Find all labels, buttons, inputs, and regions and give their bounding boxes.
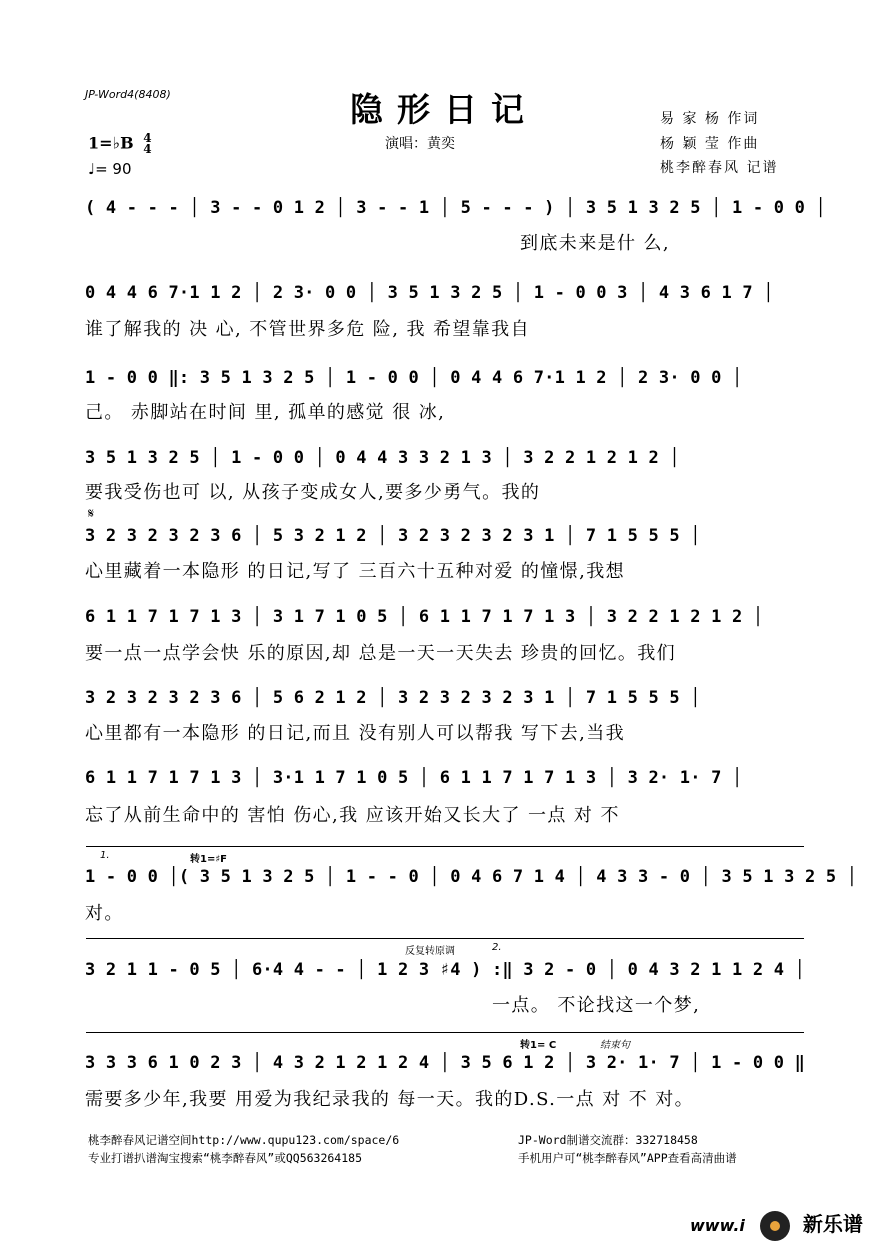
volta-2: 2. [492,942,502,953]
score-line-1-notes: ( 4 - - - │ 3 - - 0 1 2 │ 3 - - 1 │ 5 - - - ) │ 3 5 1 3 2 5 │ 1 - 0 0 │ [85,198,826,218]
tempo-marking: ♩= 90 [88,160,132,178]
song-title: 隐形日记 [350,90,538,129]
score-line-9-lyrics: 对。 [85,903,124,924]
key-signature [88,133,152,155]
modulation-9: 转1=♯F [190,854,228,865]
composer-credit: 杨 颖 莹 作曲 [660,136,760,152]
singer-credit: 演唱：黄奕 [385,136,455,152]
score-line-3-lyrics: 己。 赤脚站在时间 里, 孤单的感觉 很 冰, [85,402,446,423]
key-text: 1=♭B [88,133,134,153]
score-line-4-lyrics: 要我受伤也可 以, 从孩子变成女人,要多少勇气。我的 [85,482,541,503]
score-line-5-lyrics: 心里藏着一本隐形 的日记,写了 三百六十五种对爱 的憧憬,我想 [85,561,626,582]
volta-bracket-line-9 [86,846,804,847]
software-tag: JP-Word4(8408) [85,88,171,101]
score-line-7-notes: 3 2 3 2 3 2 3 6 │ 5 6 2 1 2 │ 3 2 3 2 3 2 3 1 │ 7 1 5 5 5 │ [85,688,701,708]
time-bottom: 4 [143,142,152,156]
score-line-11-lyrics: 需要多少年,我要 用爱为我纪录我的 每一天。我的D.S.一点 对 不 对。 [85,1089,695,1110]
logo-www: www.i [690,1216,745,1235]
time-signature [143,133,151,155]
ending-label: 结束句 [600,1040,630,1051]
score-line-5-notes: 3 2 3 2 3 2 3 6 │ 5 3 2 1 2 │ 3 2 3 2 3 2 3 1 │ 7 1 5 5 5 │ [85,526,701,546]
transcriber-credit: 桃李醉春风 记谱 [660,160,779,176]
score-line-9-notes: 1 - 0 0 │( 3 5 1 3 2 5 │ 1 - - 0 │ 0 4 6 7 1 4 │ 4 3 3 - 0 │ 3 5 1 3 2 5 │ [85,867,858,887]
score-line-6-lyrics: 要一点一点学会快 乐的原因,却 总是一天一天失去 珍贵的回忆。我们 [85,643,677,664]
modulation-11: 转1= C [520,1040,557,1051]
score-line-8-notes: 6 1 1 7 1 7 1 3 │ 3·1 1 7 1 0 5 │ 6 1 1 7 1 7 1 3 │ 3 2· 1· 7 │ [85,768,743,788]
footer-left-line-2: 专业打谱扒谱淘宝搜索“桃李醉春风”或QQ563264185 [88,1151,363,1165]
logo-disc-icon [760,1211,790,1241]
segno-sign: 𝄋 [88,506,95,522]
ending-bracket-line [86,1032,804,1033]
footer-left-line-1: 桃李醉春风记谱空间http://www.qupu123.com/space/6 [88,1133,400,1147]
score-line-3-notes: 1 - 0 0 ‖: 3 5 1 3 2 5 │ 1 - 0 0 │ 0 4 4 6 7·1 1 2 │ 2 3· 0 0 │ [85,368,743,388]
score-line-2-notes: 0 4 4 6 7·1 1 2 │ 2 3· 0 0 │ 3 5 1 3 2 5 │ 1 - 0 0 3 │ 4 3 6 1 7 │ [85,283,774,303]
time-top: 4 [143,131,152,145]
score-line-4-notes: 3 5 1 3 2 5 │ 1 - 0 0 │ 0 4 4 3 3 2 1 3 │ 3 2 2 1 2 1 2 │ [85,448,680,468]
score-line-1-lyrics: 到底未来是什 么, [520,233,671,254]
volta-bracket-line-10 [86,938,804,939]
score-line-8-lyrics: 忘了从前生命中的 害怕 伤心,我 应该开始又长大了 一点 对 不 [85,805,620,826]
score-line-10-lyrics: 一点。 不论找这一个梦, [492,995,701,1016]
volta-1: 1. [100,850,110,861]
logo-name: 新乐谱 [802,1212,863,1236]
lyricist-credit: 易 家 杨 作词 [660,111,760,127]
site-logo [690,1208,863,1241]
repeat-marker: 反复转原调 [405,946,455,957]
score-line-7-lyrics: 心里都有一本隐形 的日记,而且 没有别人可以帮我 写下去,当我 [85,723,626,744]
score-line-11-notes: 3 3 3 6 1 0 2 3 │ 4 3 2 1 2 1 2 4 │ 3 5 6 1 2 │ 3 2· 1· 7 │ 1 - 0 0 ‖ [85,1053,806,1073]
score-line-10-notes: 3 2 1 1 - 0 5 │ 6·4 4 - - │ 1 2 3 ♯4 ) :‖ 3 2 - 0 │ 0 4 3 2 1 1 2 4 │ [85,960,806,980]
score-line-6-notes: 6 1 1 7 1 7 1 3 │ 3 1 7 1 0 5 │ 6 1 1 7 1 7 1 3 │ 3 2 2 1 2 1 2 │ [85,607,764,627]
score-line-2-lyrics: 谁了解我的 决 心, 不管世界多危 险, 我 希望靠我自 [85,319,530,340]
footer-right-line-2: 手机用户可“桃李醉春风”APP查看高清曲谱 [518,1151,737,1165]
footer-right-line-1: JP-Word制谱交流群：332718458 [518,1133,698,1147]
